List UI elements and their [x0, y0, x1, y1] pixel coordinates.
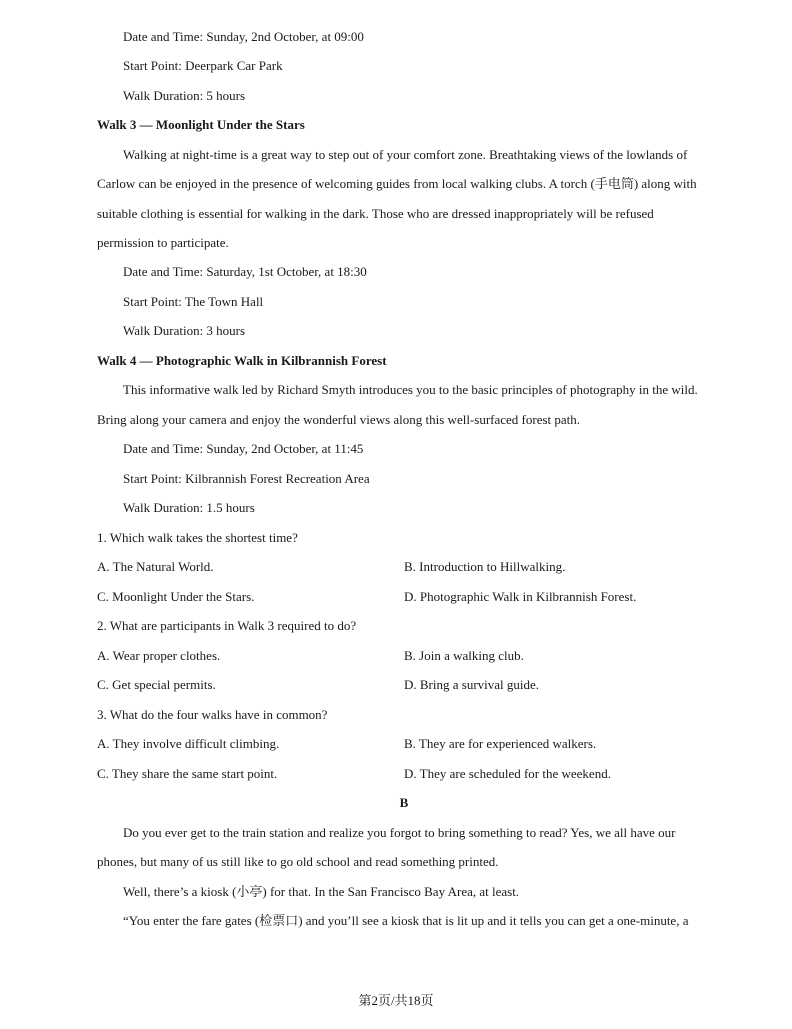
question-option: A. The Natural World.: [97, 559, 214, 574]
question-option: D. Bring a survival guide.: [404, 677, 540, 692]
walk3-paragraph-line: Walking at night-time is a great way to step out of your comfort zone. Breathtaking views of the lowlands of: [123, 147, 688, 162]
question-stem: 1. Which walk takes the shortest time?: [97, 530, 298, 545]
section-b-line: Well, there’s a kiosk (小亭) for that. In the San Francisco Bay Area, at least.: [123, 884, 520, 899]
question-option: B. Introduction to Hillwalking.: [404, 559, 566, 574]
walk2-date-time: Date and Time: Sunday, 2nd October, at 09:00: [123, 29, 364, 44]
walk4-heading: Walk 4 — Photographic Walk in Kilbrannish Forest: [97, 353, 387, 368]
question-stem: 3. What do the four walks have in common?: [97, 707, 328, 722]
walk2-duration: Walk Duration: 5 hours: [123, 88, 246, 103]
walk3-date-time: Date and Time: Saturday, 1st October, at 18:30: [123, 264, 367, 279]
page-number: 第2页/共18页: [358, 993, 434, 1008]
section-b-line: Do you ever get to the train station and realize you forgot to bring something to read? Yes, we all have our: [123, 825, 676, 840]
walk3-start-point: Start Point: The Town Hall: [123, 294, 264, 309]
walk2-start-point: Start Point: Deerpark Car Park: [123, 58, 283, 73]
question-option: D. They are scheduled for the weekend.: [404, 766, 611, 781]
walk4-paragraph-line: This informative walk led by Richard Smyth introduces you to the basic principles of photography in the wild.: [123, 382, 698, 397]
walk3-heading: Walk 3 — Moonlight Under the Stars: [97, 117, 305, 132]
section-b-heading: B: [399, 795, 409, 810]
question-option: C. They share the same start point.: [97, 766, 278, 781]
walk3-duration: Walk Duration: 3 hours: [123, 323, 246, 338]
question-option: A. They involve difficult climbing.: [97, 736, 280, 751]
question-option: D. Photographic Walk in Kilbrannish Forest.: [404, 589, 637, 604]
walk4-date-time: Date and Time: Sunday, 2nd October, at 11:45: [123, 441, 364, 456]
question-option: A. Wear proper clothes.: [97, 648, 221, 663]
question-option: C. Get special permits.: [97, 677, 216, 692]
walk3-paragraph-line: permission to participate.: [97, 235, 229, 250]
walk4-paragraph-line: Bring along your camera and enjoy the wonderful views along this well-surfaced forest path.: [97, 412, 581, 427]
section-b-line: “You enter the fare gates (检票口) and you’ll see a kiosk that is lit up and it tells you can get a one-minute, a: [123, 913, 689, 928]
section-b-line: phones, but many of us still like to go old school and read something printed.: [97, 854, 499, 869]
walk3-paragraph-line: suitable clothing is essential for walking in the dark. Those who are dressed inappropriately will be refused: [97, 206, 654, 221]
question-stem: 2. What are participants in Walk 3 required to do?: [97, 618, 357, 633]
question-option: B. They are for experienced walkers.: [404, 736, 597, 751]
walk4-duration: Walk Duration: 1.5 hours: [123, 500, 255, 515]
question-option: C. Moonlight Under the Stars.: [97, 589, 255, 604]
question-option: B. Join a walking club.: [404, 648, 524, 663]
walk4-start-point: Start Point: Kilbrannish Forest Recreation Area: [123, 471, 370, 486]
walk3-paragraph-line: Carlow can be enjoyed in the presence of welcoming guides from local walking clubs. A torch (手电筒) along with: [97, 176, 697, 191]
